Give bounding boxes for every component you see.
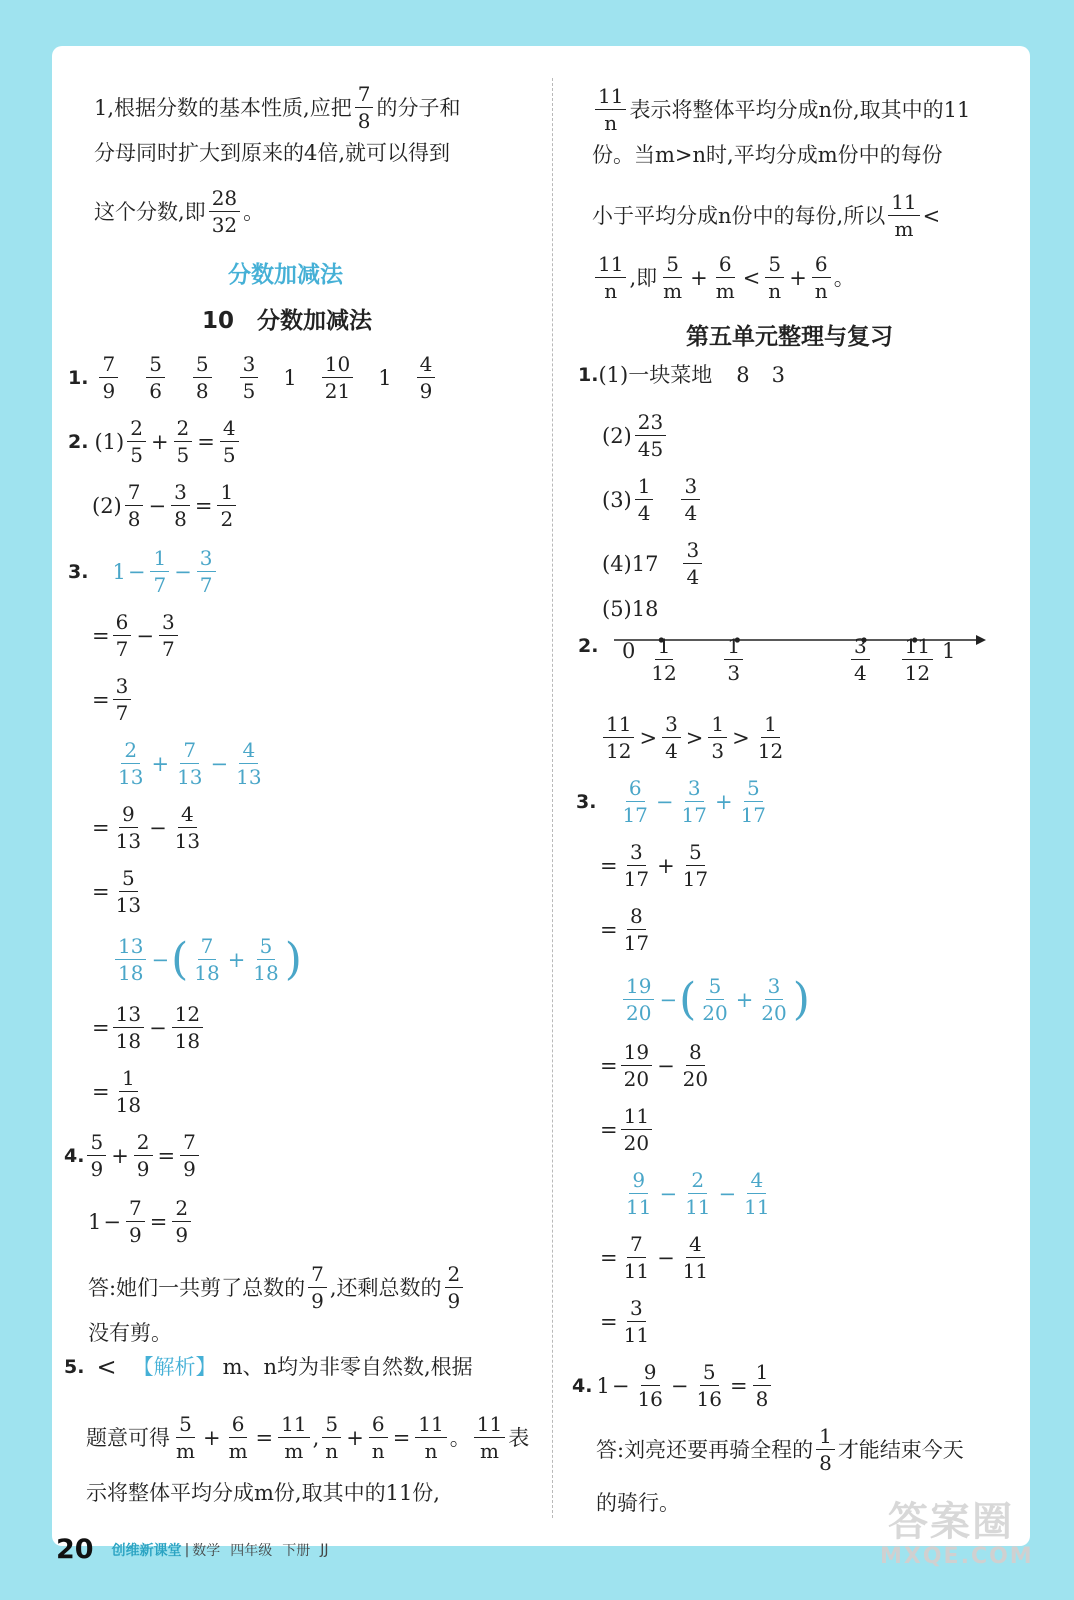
left-q3-c-step2: = $\frac{1}{18}$ (92, 1066, 147, 1117)
answer-whole: 1 (378, 365, 392, 390)
text: 1,根据分数的基本性质,应把 (94, 95, 352, 120)
fraction: $\frac{5}{18}$ (253, 934, 279, 985)
right-q3-a-head: 3. $\frac{6}{17}$ − $\frac{3}{17}$ + $\frac{5}{17}$ (576, 776, 772, 827)
fraction: $\frac{3}{17}$ (681, 776, 707, 827)
fraction: $\frac{7}{9}$ (99, 352, 118, 403)
fraction: $\frac{1}{7}$ (150, 546, 169, 597)
fraction: $\frac{3}{11}$ (623, 1296, 650, 1347)
fraction: $\frac{7}{9}$ (180, 1130, 199, 1181)
fraction: $\frac{7}{13}$ (177, 738, 203, 789)
text: 的分子和 (376, 95, 461, 120)
page-number: 20 (56, 1534, 94, 1565)
fraction: $\frac{3}{20}$ (761, 974, 787, 1025)
question-number: 1. (68, 366, 89, 389)
fraction: $\frac{11}{n}$ (595, 84, 626, 135)
fraction: $\frac{2}{11}$ (685, 1168, 711, 1219)
fraction: $\frac{5}{6}$ (146, 352, 165, 403)
fraction: $\frac{4}{5}$ (220, 416, 239, 467)
fraction: $\frac{7}{8}$ (355, 82, 374, 133)
fraction: $\frac{7}{18}$ (194, 934, 220, 985)
fraction: $\frac{11}{n}$ (595, 252, 626, 303)
fraction: $\frac{3}{17}$ (623, 840, 650, 891)
fraction: $\frac{5}{m}$ (176, 1412, 195, 1463)
fraction: $\frac{2}{5}$ (174, 416, 193, 467)
analysis-tag: 【解析】 (132, 1355, 217, 1379)
left-q4-answer: 答:她们一共剪了总数的 $\frac{7}{9}$ ,还剩总数的 $\frac{2}{9}$ (88, 1262, 466, 1313)
fraction: $\frac{3}{4}$ (681, 474, 700, 525)
section-tag: 分数加减法 (228, 262, 343, 288)
fraction: $\frac{1}{12}$ (757, 712, 784, 763)
page-sheet (52, 46, 1030, 1546)
fraction: $\frac{6}{7}$ (113, 610, 132, 661)
fraction: $\frac{7}{9}$ (308, 1262, 327, 1313)
right-q3-b-head: $\frac{19}{20}$ − ( $\frac{5}{20}$ + $\frac{3}{20}$ ) (620, 974, 810, 1025)
fraction: $\frac{3}{7}$ (197, 546, 216, 597)
fraction: $\frac{5}{n}$ (322, 1412, 341, 1463)
text: 这个分数,即 (94, 199, 206, 224)
question-number: 3. (68, 560, 89, 583)
fraction: $\frac{5}{13}$ (115, 866, 142, 917)
fraction: $\frac{10}{21}$ (322, 352, 353, 403)
fraction: $\frac{5}{17}$ (740, 776, 767, 827)
watermark-logo: 答案圈 (888, 1499, 1014, 1545)
question-number: 2. (578, 635, 599, 657)
fraction: $\frac{1}{8}$ (816, 1424, 835, 1475)
right-q4-eq: 4. 1 − $\frac{9}{16}$ − $\frac{5}{16}$ = $\frac{1}{8}$ (572, 1360, 774, 1411)
left-q3-a-step1: = $\frac{6}{7}$ − $\frac{3}{7}$ (92, 610, 181, 661)
left-q1 (68, 352, 438, 403)
fraction: $\frac{11}{12}$ (603, 712, 634, 763)
question-number: 4. (572, 1374, 593, 1397)
brand-name: 创维新课堂 (111, 1542, 182, 1559)
intro-line-3 (94, 186, 264, 237)
fraction: $\frac{8}{17}$ (623, 904, 650, 955)
fraction: $\frac{6}{n}$ (812, 252, 831, 303)
question-number: 3. (576, 790, 597, 813)
fraction: $\frac{6}{17}$ (622, 776, 648, 827)
right-cont-line2: 份。当m>n时,平均分成m份中的每份 (592, 143, 943, 167)
number-line-label-3: $\frac{11}{12}$ (902, 634, 933, 685)
right-q2-number (578, 631, 598, 661)
fraction: $\frac{5}{8}$ (193, 352, 212, 403)
fraction: $\frac{1}{3}$ (708, 712, 727, 763)
fraction: $\frac{5}{9}$ (87, 1130, 106, 1181)
left-q5-line2: 题意可得 $\frac{5}{m}$ + $\frac{6}{m}$ = $\frac{11}{m}$ , $\frac{5}{n}$ + $\frac{6}{n}$ = $\frac{11}{n}$ 。 $\frac{11}{m}$ 表 (86, 1412, 530, 1463)
fraction: $\frac{28}{32}$ (209, 186, 240, 237)
number-line-one-label: 1 (942, 639, 956, 663)
separator: | (184, 1541, 190, 1558)
fraction: $\frac{4}{11}$ (744, 1168, 770, 1219)
fraction: $\frac{13}{18}$ (113, 1002, 144, 1053)
right-q3-b-step1: = $\frac{19}{20}$ − $\frac{8}{20}$ (600, 1040, 714, 1091)
fraction: $\frac{5}{17}$ (682, 840, 709, 891)
right-q3-a-step1: = $\frac{3}{17}$ + $\frac{5}{17}$ (600, 840, 714, 891)
left-q4-eq1: 4. $\frac{5}{9}$ + $\frac{2}{9}$ = $\frac{7}{9}$ (64, 1130, 202, 1181)
left-q3-b-head: $\frac{2}{13}$ + $\frac{7}{13}$ − $\frac{4}{13}$ (112, 738, 268, 789)
fraction: $\frac{4}{13}$ (174, 802, 201, 853)
fraction: $\frac{2}{9}$ (172, 1196, 191, 1247)
right-q1-part5: (5) 18 (602, 597, 659, 621)
fraction: $\frac{4}{11}$ (682, 1232, 709, 1283)
volume: 下册 (282, 1542, 311, 1559)
right-q3-c-head: $\frac{9}{11}$ − $\frac{2}{11}$ − $\frac{4}{11}$ (620, 1168, 776, 1219)
number-line-arrow (976, 635, 986, 645)
lesson-title: 10 分数加减法 (202, 308, 373, 334)
fraction: $\frac{8}{20}$ (682, 1040, 709, 1091)
fraction: $\frac{6}{m}$ (715, 252, 735, 303)
right-cont-line3: 小于平均分成n份中的每份,所以 $\frac{11}{m}$ < (592, 190, 941, 241)
fraction: $\frac{4}{9}$ (417, 352, 436, 403)
left-q3-c-head: $\frac{13}{18}$ − ( $\frac{7}{18}$ + $\frac{5}{18}$ ) (112, 934, 302, 985)
edition: JJ (320, 1541, 329, 1558)
fraction: $\frac{13}{18}$ (115, 934, 146, 985)
fraction: $\frac{3}{5}$ (240, 352, 259, 403)
right-cont-line1: $\frac{11}{n}$ 表示将整体平均分成n份,取其中的11 (592, 84, 970, 135)
fraction: $\frac{1}{2}$ (217, 480, 236, 531)
fraction: $\frac{11}{m}$ (474, 1412, 505, 1463)
left-q2-part2: (2) $\frac{7}{8}$ − $\frac{3}{8}$ = $\frac{1}{2}$ (92, 480, 239, 531)
fraction: $\frac{4}{13}$ (236, 738, 262, 789)
left-q3-b-step2: = $\frac{5}{13}$ (92, 866, 147, 917)
left-q3-a-head: 3. 1 − $\frac{1}{7}$ − $\frac{3}{7}$ (68, 546, 219, 597)
fraction: $\frac{6}{m}$ (228, 1412, 248, 1463)
fraction: $\frac{5}{16}$ (696, 1360, 722, 1411)
fraction: $\frac{9}{11}$ (626, 1168, 652, 1219)
right-cont-line4: $\frac{11}{n}$ ,即 $\frac{5}{m}$ + $\frac{6}{m}$ < $\frac{5}{n}$ + $\frac{6}{n}$ 。 (592, 252, 855, 303)
fraction: $\frac{11}{n}$ (415, 1412, 446, 1463)
fraction: $\frac{9}{13}$ (115, 802, 142, 853)
right-q1-part3: (3) $\frac{1}{4}$ $\frac{3}{4}$ (602, 474, 703, 525)
fraction: $\frac{5}{20}$ (702, 974, 728, 1025)
fraction: $\frac{7}{9}$ (126, 1196, 145, 1247)
fraction: $\frac{3}{4}$ (683, 538, 702, 589)
fraction: $\frac{7}{11}$ (623, 1232, 650, 1283)
answer-sign: < (96, 1353, 117, 1381)
fraction: $\frac{5}{n}$ (765, 252, 784, 303)
right-q1-part2: (2) $\frac{23}{45}$ (602, 410, 669, 461)
left-q3-b-step1: = $\frac{9}{13}$ − $\frac{4}{13}$ (92, 802, 206, 853)
question-number: 1. (578, 364, 599, 386)
fraction: $\frac{12}{18}$ (172, 1002, 203, 1053)
question-number: 5. (64, 1356, 85, 1378)
intro-line-1 (94, 82, 460, 133)
fraction: $\frac{2}{9}$ (134, 1130, 153, 1181)
right-q2-order: $\frac{11}{12}$ > $\frac{3}{4}$ > $\frac{1}{3}$ > $\frac{1}{12}$ (600, 712, 789, 763)
part-label: (1) (94, 429, 125, 454)
question-number: 2. (68, 430, 89, 453)
number-line-zero-label: 0 (622, 639, 636, 663)
fraction: $\frac{19}{20}$ (621, 1040, 652, 1091)
question-number: 4. (64, 1144, 85, 1167)
left-q3-a-step2: = $\frac{3}{7}$ (92, 674, 134, 725)
fraction: $\frac{3}{4}$ (662, 712, 681, 763)
fraction: $\frac{1}{18}$ (115, 1066, 142, 1117)
watermark-url: MXQE.COM (880, 1544, 1034, 1569)
fraction: $\frac{3}{8}$ (171, 480, 190, 531)
left-q3-c-step1: = $\frac{13}{18}$ − $\frac{12}{18}$ (92, 1002, 206, 1053)
subject: 数学 (192, 1542, 221, 1559)
number-line-label-0: $\frac{1}{12}$ (651, 634, 677, 685)
fraction: $\frac{3}{7}$ (113, 674, 132, 725)
fraction: $\frac{1}{8}$ (753, 1360, 772, 1411)
fraction: $\frac{1}{4}$ (635, 474, 654, 525)
text: 分母同时扩大到原来的4倍,就可以得到 (94, 141, 451, 165)
left-q5-line3: 示将整体平均分成m份,取其中的11份, (86, 1481, 440, 1505)
page-footer (56, 1534, 329, 1565)
column-divider (552, 78, 553, 1518)
grade: 四年级 (230, 1542, 273, 1559)
left-q2-part1: 2. (1) $\frac{2}{5}$ + $\frac{2}{5}$ = $\frac{4}{5}$ (68, 416, 242, 467)
right-q3-b-step2: = $\frac{11}{20}$ (600, 1104, 655, 1155)
text: 。 (243, 199, 265, 224)
fraction: $\frac{2}{5}$ (127, 416, 146, 467)
fraction: $\frac{11}{m}$ (278, 1412, 309, 1463)
left-q4-eq2: 1 − $\frac{7}{9}$ = $\frac{2}{9}$ (88, 1196, 194, 1247)
fraction: $\frac{19}{20}$ (623, 974, 654, 1025)
right-q1-part4: (4) 17 $\frac{3}{4}$ (602, 538, 705, 589)
right-q3-a-step2: = $\frac{8}{17}$ (600, 904, 655, 955)
fraction: $\frac{3}{7}$ (159, 610, 178, 661)
right-q3-c-step2: = $\frac{3}{11}$ (600, 1296, 655, 1347)
fraction: $\frac{11}{20}$ (621, 1104, 652, 1155)
fraction: $\frac{2}{9}$ (445, 1262, 464, 1313)
number-line-label-1: $\frac{1}{3}$ (724, 634, 743, 685)
answer-whole: 1 (283, 365, 297, 390)
fraction: $\frac{9}{16}$ (637, 1360, 663, 1411)
left-q4-answer-cont: 没有剪。 (88, 1321, 172, 1345)
number-line-label-2: $\frac{3}{4}$ (851, 634, 870, 685)
right-q4-answer-cont: 的骑行。 (596, 1491, 680, 1515)
part-label: (2) (92, 493, 122, 518)
fraction: $\frac{2}{13}$ (118, 738, 144, 789)
right-q1-part1: 1. (1) 一块菜地 8 3 (578, 360, 785, 390)
intro-line-2 (94, 138, 450, 168)
fraction: $\frac{11}{m}$ (888, 190, 919, 241)
left-q5-line1: 5. < 【解析】 m、n均为非零自然数,根据 (64, 1353, 473, 1381)
fraction: $\frac{7}{8}$ (125, 480, 144, 531)
fraction: $\frac{23}{45}$ (635, 410, 666, 461)
unit-title: 第五单元整理与复习 (686, 324, 893, 350)
right-q3-c-step1: = $\frac{7}{11}$ − $\frac{4}{11}$ (600, 1232, 714, 1283)
fraction: $\frac{5}{m}$ (663, 252, 683, 303)
right-q4-answer: 答:刘亮还要再骑全程的 $\frac{1}{8}$ 才能结束今天 (596, 1424, 964, 1475)
fraction: $\frac{6}{n}$ (369, 1412, 388, 1463)
